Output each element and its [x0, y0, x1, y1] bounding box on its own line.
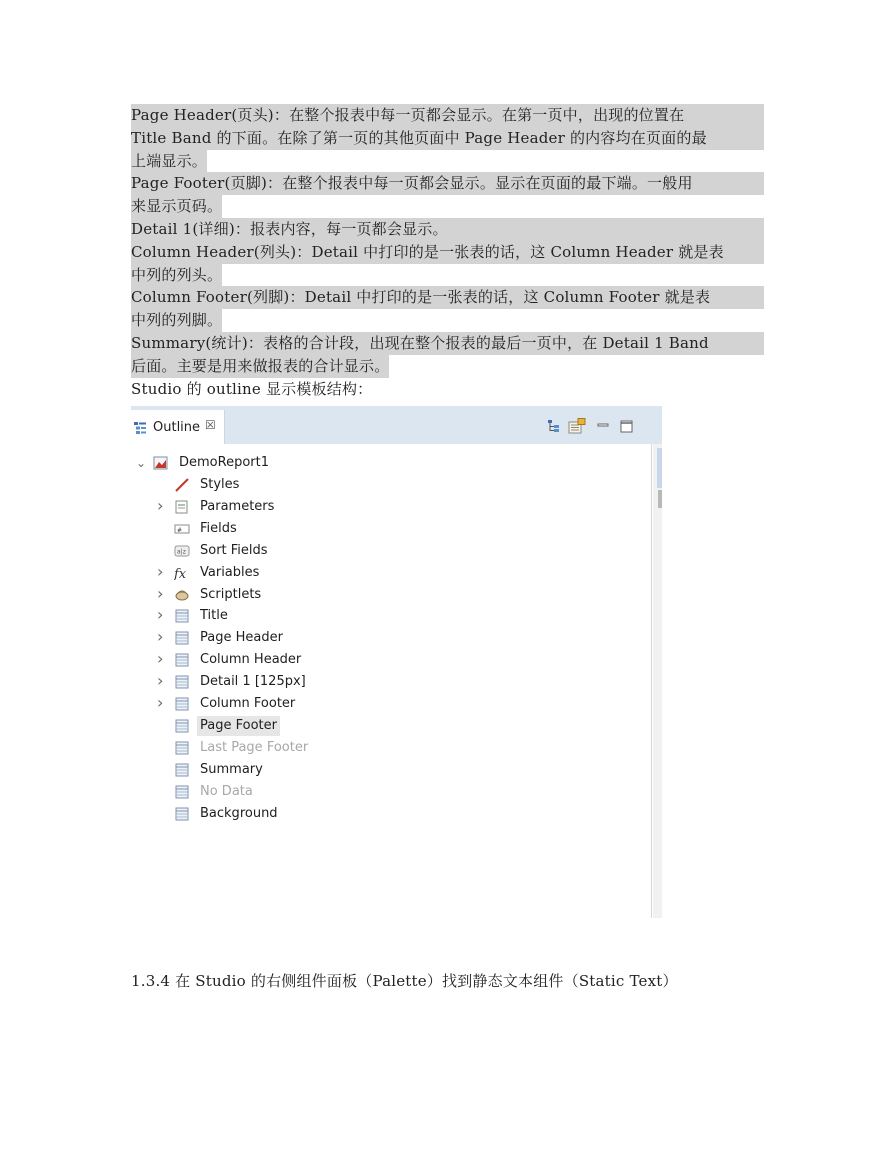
tree-item-label: No Data — [200, 783, 253, 799]
chevron-right-icon[interactable]: › — [157, 649, 164, 669]
report-icon — [153, 456, 169, 470]
paragraph-line: 来显示页码。 — [131, 195, 222, 218]
chevron-right-icon[interactable]: › — [157, 495, 164, 515]
tree-layout-icon[interactable] — [547, 418, 561, 434]
tree-item-label: Last Page Footer — [200, 739, 309, 755]
section-heading: 1.3.4 在 Studio 的右侧组件面板（Palette）找到静态文本组件（Static Text） — [131, 972, 678, 990]
outline-tree — [131, 444, 652, 918]
band-icon — [174, 785, 190, 799]
chevron-right-icon[interactable]: › — [157, 561, 164, 581]
outline-tab-bar — [131, 406, 662, 444]
chevron-right-icon[interactable]: › — [157, 693, 164, 712]
tree-item-label: Parameters — [200, 498, 275, 514]
paragraph-line: Page Footer(页脚)：在整个报表中每一页都会显示。显示在页面的最下端。一般用 — [131, 172, 764, 195]
chevron-right-icon[interactable]: › — [157, 627, 164, 647]
close-icon[interactable]: ☒ — [205, 418, 216, 432]
tree-item-label: Page Header — [200, 630, 283, 646]
tree-item-label: Summary — [200, 761, 263, 777]
paragraph-line: Summary(统计)：表格的合计段，出现在整个报表的最后一页中，在 Detail 1 Band — [131, 332, 764, 355]
band-icon — [174, 741, 190, 755]
side-strip — [653, 444, 662, 918]
tree-item-label: Fields — [200, 520, 237, 536]
view-menu-icon[interactable] — [568, 418, 588, 434]
band-icon — [174, 697, 190, 711]
paragraph-line: Studio 的 outline 显示模板结构： — [131, 379, 373, 398]
styles-icon — [174, 478, 190, 492]
band-icon — [174, 653, 190, 667]
scriptlets-icon — [174, 588, 190, 602]
paragraph-line: Detail 1(详细)：报表内容，每一页都会显示。 — [131, 218, 764, 241]
band-icon — [174, 763, 190, 777]
tab-outline[interactable] — [131, 410, 225, 444]
maximize-icon[interactable] — [620, 418, 633, 434]
tree-item-label: Variables — [200, 564, 260, 580]
fx-icon — [174, 566, 190, 580]
paragraph-line: Title Band 的下面。在除了第一页的其他页面中 Page Header 的内容均在页面的最 — [131, 127, 764, 150]
tree-item-label: Detail 1 [125px] — [200, 674, 306, 690]
tree-root-label: DemoReport1 — [179, 455, 269, 470]
band-icon — [174, 719, 190, 733]
paragraph-line: Column Header(列头)：Detail 中打印的是一张表的话，这 Column Header 就是表 — [131, 241, 764, 264]
tree-item-label: Scriptlets — [200, 586, 262, 602]
sort-fields-icon — [174, 544, 190, 558]
tree-item-label: Background — [200, 805, 278, 821]
svg-text:#: # — [177, 526, 183, 534]
fields-icon — [174, 522, 190, 536]
parameters-icon — [174, 500, 190, 514]
band-icon — [174, 675, 190, 689]
band-icon — [174, 609, 190, 623]
chevron-right-icon[interactable]: › — [157, 605, 164, 625]
paragraph-line: Column Footer(列脚)：Detail 中打印的是一张表的话，这 Column Footer 就是表 — [131, 286, 764, 309]
tree-item-label: Sort Fields — [200, 542, 268, 558]
svg-text:fx: fx — [174, 566, 187, 580]
paragraph-line: 中列的列头。 — [131, 264, 222, 287]
chevron-right-icon[interactable]: › — [157, 671, 164, 691]
paragraph-line: 后面。主要是用来做报表的合计显示。 — [131, 355, 389, 378]
svg-text:a|z: a|z — [177, 548, 186, 556]
paragraph-line: 中列的列脚。 — [131, 309, 222, 332]
tree-item-label: Column Footer — [200, 696, 296, 711]
paragraph-line: 上端显示。 — [131, 150, 207, 173]
tree-item-label: Page Footer — [197, 716, 280, 736]
tree-item-label: Styles — [200, 477, 240, 492]
tree-item-label: Column Header — [200, 652, 302, 668]
band-icon — [174, 631, 190, 645]
tree-item-label: Title — [200, 608, 228, 624]
outline-icon — [134, 422, 146, 434]
outline-view — [131, 406, 662, 918]
side-strip-marker — [657, 448, 662, 488]
tab-outline-label: Outline — [153, 420, 201, 435]
chevron-down-icon[interactable]: ⌄ — [136, 456, 147, 470]
chevron-right-icon[interactable]: › — [157, 583, 164, 603]
scrollbar-thumb[interactable] — [658, 490, 662, 508]
minimize-icon[interactable] — [597, 418, 609, 434]
paragraph-line: Page Header(页头)：在整个报表中每一页都会显示。在第一页中，出现的位置在 — [131, 104, 764, 127]
band-icon — [174, 807, 190, 821]
